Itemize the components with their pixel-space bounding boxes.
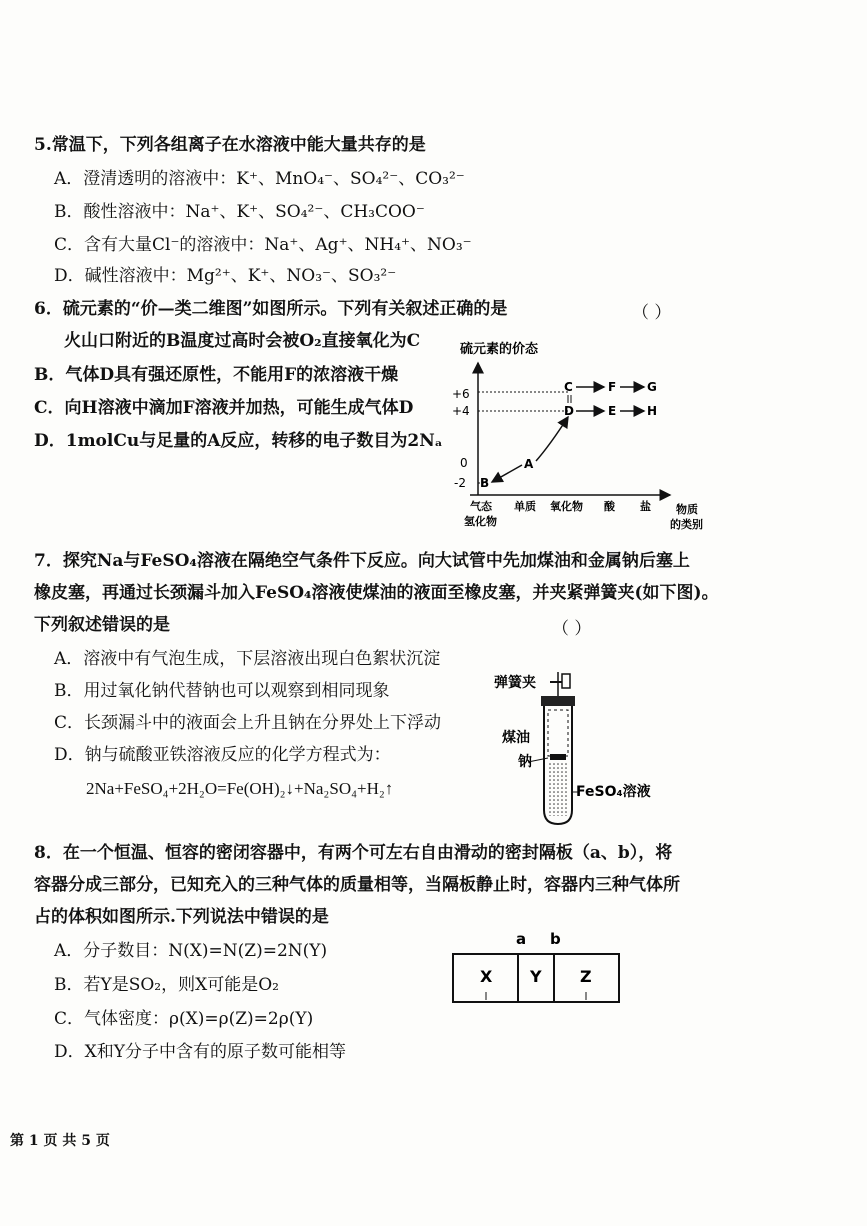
- q6-stem: 6．硫元素的“价—类二维图”如图所示。下列有关叙述正确的是: [34, 299, 508, 319]
- label-feso4: FeSO₄溶液: [576, 784, 651, 800]
- point-f: F: [608, 380, 617, 394]
- q6-option-d: D．1molCu与足量的A反应，转移的电子数目为2Nₐ: [34, 431, 443, 451]
- q8-stem-1: 8．在一个恒温、恒容的密闭容器中，有两个可左右自由滑动的密封隔板（a、b），将: [34, 843, 673, 863]
- test-tube-figure: [488, 662, 668, 832]
- page-footer: 第 1 页 共 5 页: [10, 1133, 110, 1149]
- valence-class-chart: [440, 335, 720, 535]
- chart-y-label: 硫元素的价态: [460, 342, 539, 357]
- q7-option-d: D．钠与硫酸亚铁溶液反应的化学方程式为：: [54, 745, 391, 765]
- point-e: E: [608, 404, 617, 418]
- q7-option-a: A．溶液中有气泡生成，下层溶液出现白色絮状沉淀: [54, 649, 441, 669]
- gas-z: Z: [580, 967, 592, 986]
- q7-equation: 2Na+FeSO₄+2H₂O=Fe(OH)₂↓+Na₂SO₄+H₂↑: [86, 779, 394, 798]
- arrow-a-to-d: [536, 417, 568, 461]
- xcat-gas: 气态: [470, 500, 492, 513]
- label-sodium: 钠: [518, 754, 532, 770]
- rubber-stopper: [541, 696, 575, 706]
- point-h: H: [647, 404, 658, 418]
- q5-option-c: C．含有大量Cl⁻的溶液中：Na⁺、Ag⁺、NH₄⁺、NO₃⁻: [54, 235, 472, 255]
- q6-option-b: B．气体D具有强还原性，不能用F的浓溶液干燥: [34, 365, 399, 385]
- q6-answer-paren: （ ）: [632, 303, 672, 323]
- q8-option-a: A．分子数目：N(X)=N(Z)=2N(Y): [54, 941, 328, 961]
- q8-option-b: B．若Y是SO₂，则X可能是O₂: [54, 975, 279, 995]
- point-c: C: [564, 380, 573, 394]
- q7-stem-1: 7．探究Na与FeSO₄溶液在隔绝空气条件下反应。向大试管中先加煤油和金属钠后塞上: [34, 551, 690, 571]
- q5-stem: 5.常温下，下列各组离子在水溶液中能大量共存的是: [34, 135, 426, 155]
- q7-stem-2: 橡皮塞，再通过长颈漏斗加入FeSO₄溶液使煤油的液面至橡皮塞，并夹紧弹簧夹(如下图)。: [34, 583, 719, 603]
- label-kerosene: 煤油: [502, 730, 530, 746]
- q8-option-c: C．气体密度：ρ(X)=ρ(Z)=2ρ(Y): [54, 1009, 314, 1029]
- sodium-piece: [550, 754, 566, 760]
- xcat-oxide: 氧化物: [550, 500, 583, 513]
- q8-stem-2: 容器分成三部分，已知充入的三种气体的质量相等，当隔板静止时，容器内三种气体所: [34, 875, 680, 895]
- x-label-2: 的类别: [670, 518, 703, 531]
- q8-option-d: D．X和Y分子中含有的原子数可能相等: [54, 1042, 346, 1062]
- q5-option-a: A．澄清透明的溶液中：K⁺、MnO₄⁻、SO₄²⁻、CO₃²⁻: [54, 169, 465, 189]
- ytick-0: 0: [460, 456, 468, 470]
- arrow-a-to-b: [492, 465, 522, 482]
- ytick-plus6: +6: [452, 387, 470, 401]
- xcat-element: 单质: [514, 500, 536, 513]
- point-g: G: [647, 380, 657, 394]
- container-figure: [448, 928, 628, 1010]
- q8-stem-3: 占的体积如图所示.下列说法中错误的是: [34, 907, 329, 927]
- label-spring-clip: 弹簧夹: [494, 675, 536, 691]
- point-a: A: [524, 457, 534, 471]
- q7-option-c: C．长颈漏斗中的液面会上升且钠在分界处上下浮动: [54, 713, 442, 733]
- label-partition-a: a: [516, 930, 527, 948]
- ytick-minus2: -2: [454, 476, 466, 490]
- gas-x: X: [480, 967, 493, 986]
- xcat-hydride: 氢化物: [464, 515, 497, 528]
- kerosene-layer: [548, 710, 568, 756]
- ytick-plus4: +4: [452, 404, 470, 418]
- label-partition-b: b: [550, 930, 561, 948]
- gas-y: Y: [530, 967, 542, 986]
- q5-option-d: D．碱性溶液中：Mg²⁺、K⁺、NO₃⁻、SO₃²⁻: [54, 266, 397, 286]
- q6-option-c: C．向H溶液中滴加F溶液并加热，可能生成气体D: [34, 398, 414, 418]
- q7-stem-3: 下列叙述错误的是: [34, 615, 170, 635]
- solution-layer: [548, 762, 568, 816]
- point-b: B: [480, 476, 490, 490]
- xcat-acid: 酸: [604, 500, 615, 513]
- spring-clip: [562, 674, 570, 688]
- q5-option-b: B．酸性溶液中：Na⁺、K⁺、SO₄²⁻、CH₃COO⁻: [54, 202, 425, 222]
- point-d: D: [564, 404, 574, 418]
- xcat-salt: 盐: [640, 500, 651, 513]
- q6-option-a: 火山口附近的B温度过高时会被O₂直接氧化为C: [64, 331, 421, 351]
- q7-option-b: B．用过氧化钠代替钠也可以观察到相同现象: [54, 681, 390, 701]
- q7-answer-paren: （ ）: [552, 619, 592, 639]
- x-label-1: 物质: [676, 503, 698, 516]
